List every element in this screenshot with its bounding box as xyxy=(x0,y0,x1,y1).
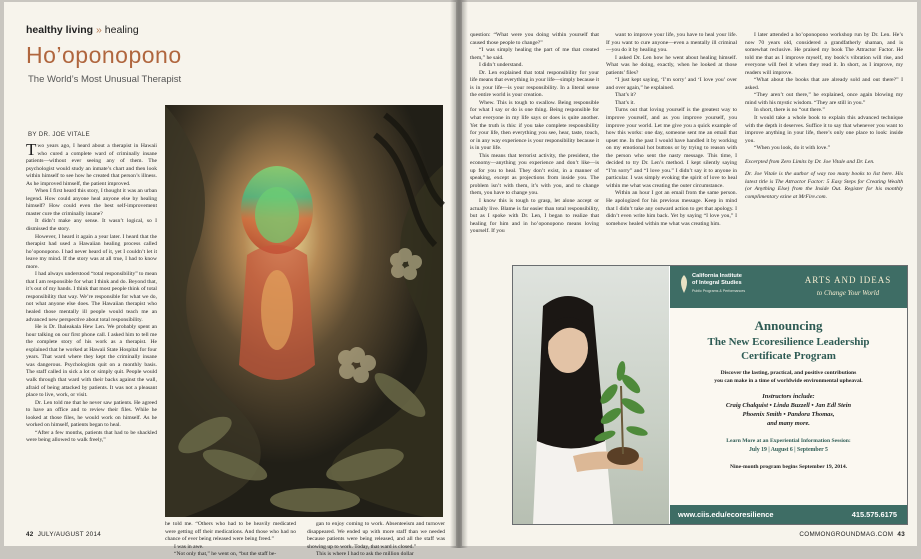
article-paragraph: I later attended a ho’oponopono workshop run by Dr. Len. He’s now 70 years old, considered a grandfatherly shaman, and is somewhat reclusive. He praised my book The Attractor Factor. He told me that as I improve myself, my book’s vibration will rise, and everyone will feel it when they read it. In short, as I improve, my readers will improve. xyxy=(745,32,903,76)
article-paragraph: he told me. “Others who had to be heavily medicated were getting off their medications. And those who had no chance of ever being released were being freed.” xyxy=(165,521,296,543)
arts-and-ideas-heading: ARTS AND IDEAS xyxy=(804,275,892,285)
article-paragraph: I had always understood “total responsibility” to mean that I am responsible for what I think and do. Beyond that, it’s out of my hands. I think that most people think of total responsibility that way. We’re responsible for what we do, not what anyone else does. The Hawaiian therapist who healed those mentally ill people would teach me an advanced new perspective about total responsibility. xyxy=(26,271,157,323)
section-breadcrumb xyxy=(26,24,139,36)
discover-line1: Discover the lasting, practical, and positive contributions xyxy=(720,370,857,376)
article-paragraph: “When you look, do it with love.” xyxy=(754,145,831,152)
article-byline: BY DR. JOE VITALE xyxy=(28,131,90,138)
article-illustration xyxy=(165,105,443,517)
right-column-3-body xyxy=(745,32,903,153)
article-paragraph: However, I heard it again a year later. I heard that the therapist had used a Hawaiian healing process called ho’oponopono. I had never heard of it, yet I couldn’t let it leave my mind. If the story was at all true, I had to know more. xyxy=(26,233,157,270)
left-folio xyxy=(26,531,101,538)
article-paragraph: That’s it. xyxy=(615,99,635,106)
section-sub-label: healing xyxy=(104,24,139,36)
breadcrumb-separator: » xyxy=(96,24,102,36)
left-column-1 xyxy=(26,140,157,538)
left-page xyxy=(4,2,456,558)
article-paragraph: “After a few months, patients that had to be shackled were being allowed to walk freely,” xyxy=(26,429,157,444)
section-label: healthy living xyxy=(26,24,94,36)
magazine-website: COMMONGROUNDMAG.COM xyxy=(799,531,894,538)
article-paragraph: “I just kept saying, ‘I’m sorry’ and ‘I love you’ over and over again,” he explained. xyxy=(606,77,737,91)
article-paragraph: This means that terrorist activity, the president, the economy—anything you experience and don’t like—is up for you to heal. They don’t exist, in a manner of speaking, except as projections from inside you. The problem isn’t with them, it’s with you, and to change them, you have to change you. xyxy=(470,152,599,197)
excerpt-note: Excerpted from Zero Limits by Dr. Joe Vitale and Dr. Len. xyxy=(745,158,875,165)
ciis-advertisement[interactable] xyxy=(512,265,908,525)
ad-footer-band xyxy=(670,505,907,524)
info-session-heading: Learn More at an Experiential Information Session: xyxy=(726,438,851,444)
article-title: Ho’oponopono xyxy=(26,42,182,68)
woman-holding-plant-photo xyxy=(513,266,669,524)
author-bio: Dr. Joe Vitale is the author of way too many books to list here. His latest title is The Attractor Factor: 5 Easy Steps for Creating Wealth (or Anything Else) from the Inside Out. Register for his monthly complimentary ezine at MrFire.com. xyxy=(745,171,903,200)
instructors-label: Instructors include: xyxy=(762,393,815,400)
program-title-line1: The New Ecoresilience Leadership xyxy=(707,336,870,348)
institute-leaf-logo-icon xyxy=(678,274,690,294)
article-paragraph: gan to enjoy coming to work. Absenteeism and turnover disappeared. We ended up with more staff than we needed because patients were being released, and all the staff was showing up to work. Today, that ward is closed.” xyxy=(307,521,445,550)
article-paragraph: I was in awe. xyxy=(174,543,204,550)
institute-name-line1: California Institute xyxy=(692,273,742,279)
left-column-3-bottom xyxy=(307,521,445,558)
article-paragraph: That’s it? xyxy=(615,92,636,99)
instructors-line1: Craig Chalquist • Linda Buzzell • Jan Edl Stein xyxy=(725,402,852,409)
instructors-line2: Phoenix Smith • Pandora Thomas, xyxy=(742,411,835,418)
article-paragraph: “Not only that,” he went on, “but the staff be- xyxy=(174,551,277,558)
program-start-note: Nine-month program begins September 19, 2014. xyxy=(729,464,848,470)
article-paragraph: Whew. This is tough to swallow. Being responsible for what I say or do is one thing. Being responsible for what everyone in my life says or does is quite another. Yet the truth is this: if you take complete responsibility for your life, then everything you see, hear, taste, touch, or in any way experience is your responsibility because it is in your life. xyxy=(470,99,599,152)
change-world-tagline: to Change Your World xyxy=(816,289,880,297)
article-paragraph: “I was simply healing the part of me that created them,” he said. xyxy=(470,47,599,61)
right-column-3 xyxy=(745,32,903,260)
right-page-number: 43 xyxy=(897,531,905,538)
left-column-2-bottom xyxy=(165,521,296,558)
ad-website-link[interactable]: www.ciis.edu/ecoresilience xyxy=(678,510,774,519)
article-paragraph: I asked Dr. Len how he went about healing himself. What was he doing, exactly, when he looked at those patients’ files? xyxy=(606,54,737,76)
info-session-dates: July 19 | August 6 | September 5 xyxy=(749,447,828,453)
ad-phone-number: 415.575.6175 xyxy=(851,510,897,519)
article-paragraph: Dr. Len explained that total responsibility for your life means that everything in your life—simply because it is in your life—is your responsibility. In a literal sense the entire world is your creation. xyxy=(470,69,599,99)
institute-name xyxy=(692,273,742,286)
institute-subtitle: Public Programs & Performances xyxy=(692,289,746,293)
program-title-line2: Certificate Program xyxy=(741,350,836,362)
article-paragraph: This is where I had to ask the million dollar xyxy=(316,551,414,558)
article-paragraph: question: “What were you doing within yourself that caused those people to change?” xyxy=(470,32,599,46)
article-subtitle: The World’s Most Unusual Therapist xyxy=(28,74,182,85)
institute-name-line2: of Integral Studies xyxy=(692,279,742,286)
right-page xyxy=(462,2,917,546)
announcing-heading: Announcing xyxy=(754,318,823,333)
article-paragraph: “They aren’t out there,” he explained, once again blowing my mind with his mystic wisdom. “They are still in you.” xyxy=(745,92,903,106)
article-paragraph: I know this is tough to grasp, let alone accept or actually live. Blame is far easier than total responsibility, but as I spoke with Dr. Len, I began to realize that healing for him and in ho’oponopono means loving yourself. If you xyxy=(470,198,599,235)
ad-header-band xyxy=(670,266,907,308)
instructors-line3: and many more. xyxy=(767,420,810,427)
article-paragraph: Two years ago, I heard about a therapist in Hawaii who cured a complete ward of criminally insane patients—without ever seeing any of them. The psychologist would study an inmate’s chart and then look within himself to see how he created that person’s illness. As he improved himself, the patient improved. xyxy=(26,140,157,187)
article-paragraph: Turns out that loving yourself is the greatest way to improve yourself, and as you improve yourself, you improve your world. Let me give you a quick example of how this works: one day, someone sent me an email that upset me. In the past I would have handled it by working on my emotional hot buttons or by trying to reason with the person who sent the nasty message. This time, I decided to try Dr. Len’s method. I kept silently saying “I’m sorry” and “I love you.” I didn’t say it to anyone in particular. I was simply evoking the spirit of love to heal within me what was creating the outer circumstance. xyxy=(606,107,737,189)
article-paragraph: In short, there is no “out there.” xyxy=(754,107,825,114)
article-paragraph: “What about the books that are already sold and out there?” I asked. xyxy=(745,77,903,91)
discover-line2: you can make in a time of worldwide environmental upheaval. xyxy=(714,378,863,384)
meditation-figure-artwork xyxy=(165,105,443,517)
article-paragraph: When I first heard this story, I thought it was an urban legend. How could anyone heal anyone else by healing himself? How could even the best self-improvement master cure the criminally insane? xyxy=(26,188,157,217)
right-column-2 xyxy=(606,32,737,257)
right-column-1 xyxy=(470,32,599,257)
article-paragraph: Dr. Len told me that he never saw patients. He agreed to have an office and to review their files. While he looked at those files, he would work on himself. As he worked on himself, patients began to heal. xyxy=(26,399,157,429)
ad-text-panel xyxy=(670,266,907,524)
article-paragraph: I didn’t understand. xyxy=(479,62,523,69)
issue-date: JULY/AUGUST 2014 xyxy=(37,531,102,538)
article-paragraph: It didn’t make any sense. It wasn’t logical, so I dismissed the story. xyxy=(26,218,157,233)
woman-plant-illustration xyxy=(513,266,669,524)
article-paragraph: want to improve your life, you have to heal your life. If you want to cure anyone—even a mentally ill criminal—you do it by healing you. xyxy=(606,32,737,54)
left-page-number: 42 xyxy=(26,531,34,538)
right-folio xyxy=(799,531,905,538)
article-paragraph: It would take a whole book to explain this advanced technique with the depth it deserves. Suffice it to say that whenever you want to improve anything in your life, there’s only one place to look: inside you. xyxy=(745,115,903,144)
article-paragraph: Within an hour I got an email from the same person. He apologized for his previous message. Keep in mind that I didn’t take any outward action to get that apology. I didn’t even write him back. Yet by saying “I love you,” I somehow healed within me what was creating him. xyxy=(606,190,737,227)
article-paragraph: He is Dr. Ihaleakala Hew Len. We probably spent an hour talking on our first phone call. I asked him to tell me the complete story of his work as a therapist. He explained that he worked at Hawaii State Hospital for four years. That ward where they kept the criminally insane was dangerous. Psychologists quit on a monthly basis. The staff called in sick a lot or simply quit. People would walk through that ward with their backs against the wall, afraid of being attacked by patients. It was not a pleasant place to live, work, or visit. xyxy=(26,324,157,399)
